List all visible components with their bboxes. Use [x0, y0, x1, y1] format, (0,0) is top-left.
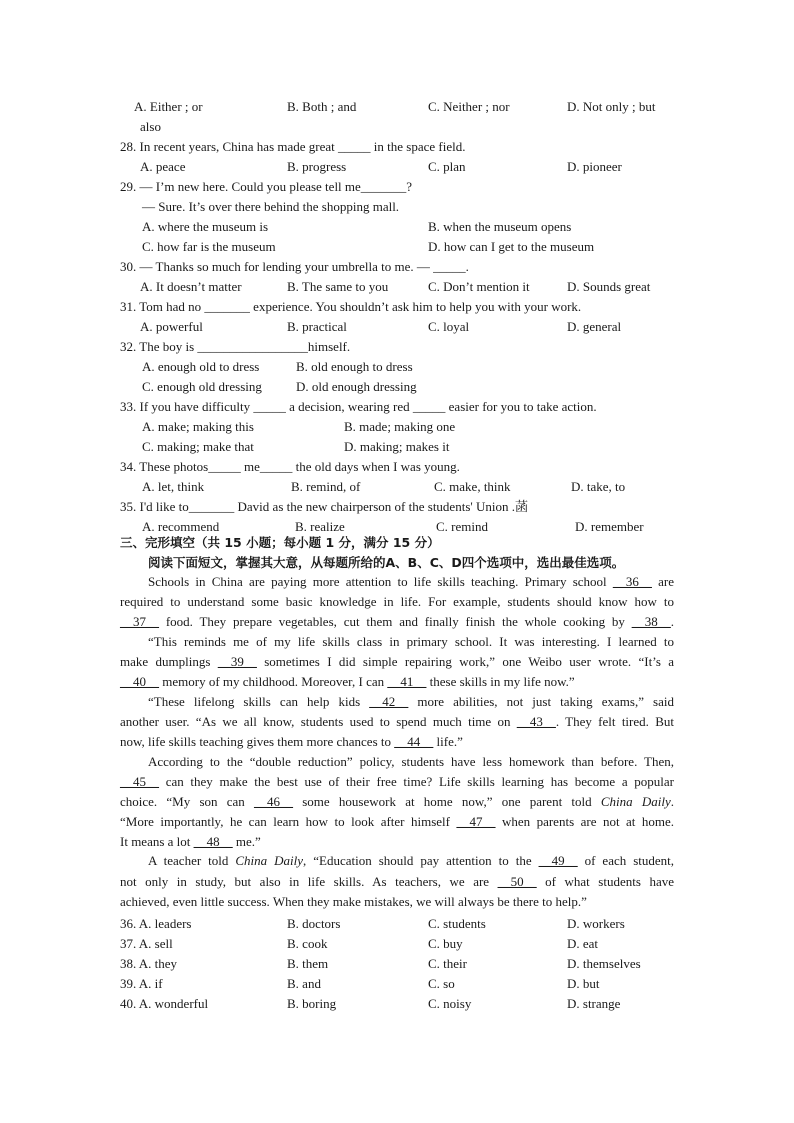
q40-option-a: 40. A. wonderful: [120, 996, 209, 1011]
blank-38: __38__: [631, 614, 671, 629]
q32-option-d: D. old enough dressing: [296, 379, 417, 394]
q31-stem: 31. Tom had no _______ experience. You shouldn’t ask him to help you with your work.: [120, 299, 582, 314]
q38-option-d: D. themselves: [567, 956, 641, 971]
passage-line: __37__ food. They prepare vegetables, cut them and finally finish the whole cooking by __38__.: [120, 612, 674, 632]
q36-option-d: D. workers: [567, 916, 625, 931]
q35-option-d: D. remember: [575, 519, 644, 534]
q27-option-d-cont: also: [140, 119, 161, 134]
blank-49: __49__: [538, 853, 578, 868]
q36-option-b: B. doctors: [287, 916, 341, 931]
blank-37: __37__: [120, 614, 159, 629]
q27-option-b: B. Both ; and: [287, 99, 357, 114]
blank-41: __41__: [387, 674, 427, 689]
q39-option-c: C. so: [428, 976, 455, 991]
q36-option-c: C. students: [428, 916, 486, 931]
q32-option-b: B. old enough to dress: [296, 359, 413, 374]
q37-option-c: C. buy: [428, 936, 463, 951]
passage-line: achieved, even little success. When they make mistakes, we will always be there to help.”: [120, 894, 587, 909]
passage-line: According to the “double reduction” policy, students have less homework than before. Then,: [148, 754, 674, 769]
passage-line: now, life skills teaching gives them more chances to __44__ life.”: [120, 732, 674, 752]
q34-option-d: D. take, to: [571, 479, 626, 494]
q30-option-b: B. The same to you: [287, 279, 389, 294]
q28-option-d: D. pioneer: [567, 159, 622, 174]
q40-option-c: C. noisy: [428, 996, 472, 1011]
q33-option-c: C. making; make that: [142, 439, 254, 454]
blank-42: __42__: [369, 694, 409, 709]
q40-option-d: D. strange: [567, 996, 621, 1011]
q31-option-c: C. loyal: [428, 319, 470, 334]
blank-46: __46__: [254, 794, 294, 809]
q31-option-d: D. general: [567, 319, 622, 334]
passage-line: __45__ can they make the best use of their free time? Life skills learning has become a popular: [120, 772, 674, 792]
blank-44: __44__: [394, 734, 434, 749]
section3-title: 三、完形填空（共 15 小题；每小题 1 分，满分 15 分）: [120, 535, 440, 550]
q35-option-a: A. recommend: [142, 519, 220, 534]
q35-option-c: C. remind: [436, 519, 488, 534]
q27-option-d: D. Not only ; but: [567, 99, 656, 114]
q30-option-c: C. Don’t mention it: [428, 279, 530, 294]
q29-option-b: B. when the museum opens: [428, 219, 572, 234]
blank-48: __48__: [193, 834, 233, 849]
passage-line: required to understand some basic knowledge in life. For example, students should know how to: [120, 594, 674, 609]
q34-option-c: C. make, think: [434, 479, 511, 494]
q28-option-c: C. plan: [428, 159, 466, 174]
q33-option-b: B. made; making one: [344, 419, 456, 434]
q31-option-b: B. practical: [287, 319, 347, 334]
blank-36: __36__: [612, 574, 652, 589]
blank-50: __50__: [497, 874, 537, 889]
q37-option-a: 37. A. sell: [120, 936, 173, 951]
q32-option-c: C. enough old dressing: [142, 379, 262, 394]
q38-option-a: 38. A. they: [120, 956, 178, 971]
q32-stem: 32. The boy is _________________himself.: [120, 339, 351, 354]
q37-option-b: B. cook: [287, 936, 328, 951]
passage-line: make dumplings __39__ sometimes I did simple repairing work,” one Weibo user wrote. “It’s a: [120, 652, 674, 672]
passage-line: A teacher told China Daily, “Education should pay attention to the __49__ of each student,: [148, 851, 674, 871]
blank-39: __39__: [217, 654, 257, 669]
q40-option-b: B. boring: [287, 996, 337, 1011]
section3-instruction: 阅读下面短文，掌握其大意，从每题所给的A、B、C、D四个选项中，选出最佳选项。: [148, 555, 625, 570]
passage-line: another user. “As we all know, students used to spend much time on __43__. They felt tired. But: [120, 712, 674, 732]
q35-option-b: B. realize: [295, 519, 345, 534]
passage-line: not only in study, but also in life skills. As teachers, we are __50__ of what students have: [120, 872, 674, 892]
q28-stem: 28. In recent years, China has made great _____ in the space field.: [120, 139, 466, 154]
passage-line: choice. “My son can __46__ some housework at home now,” one parent told China Daily.: [120, 792, 674, 812]
q35-stem: 35. I'd like to_______ David as the new chairperson of the students' Union .菡: [120, 499, 528, 514]
q33-option-a: A. make; making this: [142, 419, 254, 434]
q30-option-a: A. It doesn’t matter: [140, 279, 242, 294]
q38-option-b: B. them: [287, 956, 329, 971]
q31-option-a: A. powerful: [140, 319, 203, 334]
q32-option-a: A. enough old to dress: [142, 359, 260, 374]
blank-43: __43__: [516, 714, 556, 729]
passage-line: It means a lot __48__ me.”: [120, 832, 674, 852]
q29-reply: — Sure. It’s over there behind the shopping mall.: [142, 199, 400, 214]
q30-option-d: D. Sounds great: [567, 279, 651, 294]
q33-stem: 33. If you have difficulty _____ a decision, wearing red _____ easier for you to take action.: [120, 399, 597, 414]
passage-line: “These lifelong skills can help kids __42__ more abilities, not just taking exams,” said: [148, 692, 674, 712]
q29-option-a: A. where the museum is: [142, 219, 269, 234]
passage-line: Schools in China are paying more attention to life skills teaching. Primary school __36__ are: [148, 572, 674, 592]
q29-option-c: C. how far is the museum: [142, 239, 276, 254]
passage-line: __40__ memory of my childhood. Moreover, I can __41__ these skills in my life now.”: [120, 672, 674, 692]
q28-option-a: A. peace: [140, 159, 186, 174]
q39-option-a: 39. A. if: [120, 976, 163, 991]
passage-line: “This reminds me of my life skills class in primary school. It was interesting. I learned to: [148, 634, 674, 649]
q30-stem: 30. — Thanks so much for lending your umbrella to me. — _____.: [120, 259, 469, 274]
blank-40: __40__: [120, 674, 159, 689]
q36-option-a: 36. A. leaders: [120, 916, 192, 931]
q29-stem: 29. — I’m new here. Could you please tell me_______?: [120, 179, 413, 194]
blank-47: __47__: [456, 814, 496, 829]
q34-option-a: A. let, think: [142, 479, 205, 494]
q33-option-d: D. making; makes it: [344, 439, 450, 454]
q38-option-c: C. their: [428, 956, 467, 971]
q27-option-c: C. Neither ; nor: [428, 99, 510, 114]
q34-stem: 34. These photos_____ me_____ the old days when I was young.: [120, 459, 460, 474]
q37-option-d: D. eat: [567, 936, 599, 951]
q39-option-d: D. but: [567, 976, 600, 991]
blank-45: __45__: [120, 774, 159, 789]
passage-line: “More importantly, he can learn how to look after himself __47__ when parents are not at home.: [120, 812, 674, 832]
q27-option-a: A. Either ; or: [134, 99, 203, 114]
q29-option-d: D. how can I get to the museum: [428, 239, 595, 254]
q34-option-b: B. remind, of: [291, 479, 361, 494]
q28-option-b: B. progress: [287, 159, 347, 174]
q39-option-b: B. and: [287, 976, 321, 991]
